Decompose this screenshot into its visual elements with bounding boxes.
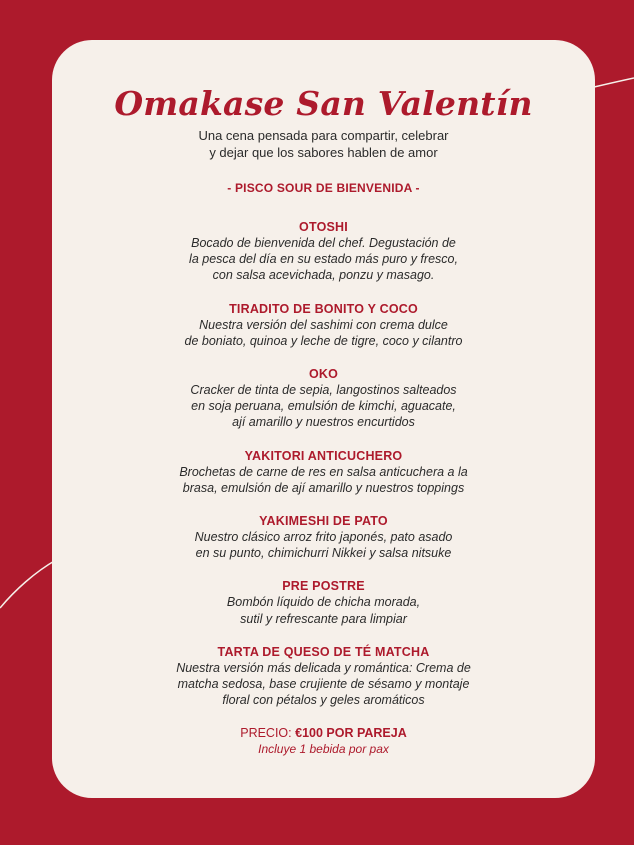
course-desc-line: ají amarillo y nuestros encurtidos [232, 415, 415, 430]
subtitle-line: y dejar que los sabores hablen de amor [209, 145, 438, 160]
subtitle-line: Una cena pensada para compartir, celebrar [198, 128, 449, 143]
course-desc-line: con salsa acevichada, ponzu y masago. [212, 268, 435, 283]
course-desc-line: Bocado de bienvenida del chef. Degustación de [191, 236, 456, 250]
course-desc-line: floral con pétalos y geles aromáticos [222, 693, 425, 708]
course-pre-postre [52, 578, 595, 626]
course-desc-line: Cracker de tinta de sepia, langostinos salteados [190, 383, 457, 398]
menu-title: Omakase San Valentín [114, 84, 533, 123]
course-yakimeshi [52, 513, 595, 561]
course-name: OTOSHI [299, 220, 348, 234]
course-desc-line: Nuestra versión del sashimi con crema dulce [199, 317, 448, 332]
price-label: PRECIO: [240, 726, 292, 741]
course-yakitori [52, 448, 595, 496]
course-desc-line: matcha sedosa, base crujiente de sésamo y montaje [177, 677, 470, 692]
menu-subtitle [52, 127, 595, 161]
course-tiradito [52, 301, 595, 349]
course-name: PRE POSTRE [282, 579, 365, 594]
price-value: €100 POR PAREJA [295, 726, 407, 741]
course-list [52, 219, 595, 708]
course-desc-line: Nuestro clásico arroz frito japonés, pato asado [194, 530, 453, 545]
course-desc-line: de boniato, quinoa y leche de tigre, coco y cilantro [184, 333, 463, 348]
course-name: YAKITORI ANTICUCHERO [244, 448, 403, 463]
price-line [52, 725, 595, 741]
course-desc-line: Nuestra versión más delicada y romántica: Crema de [176, 660, 471, 675]
welcome-drink: - PISCO SOUR DE BIENVENIDA - [227, 181, 420, 195]
course-otoshi [52, 219, 595, 284]
course-desc-line: sutil y refrescante para limpiar [240, 611, 407, 626]
menu-card [52, 40, 595, 798]
course-tarta [52, 644, 595, 709]
course-desc-line: brasa, emulsión de ají amarillo y nuestros toppings [182, 480, 465, 495]
course-desc-line: en soja peruana, emulsión de kimchi, aguacate, [191, 399, 456, 414]
course-desc-line: en su punto, chimichurri Nikkei y salsa nitsuke [195, 546, 452, 561]
course-desc-line: Bombón líquido de chicha morada, [226, 595, 421, 610]
course-desc-line: Brochetas de carne de res en salsa anticuchera a la [179, 464, 468, 479]
course-name: OKO [308, 367, 339, 382]
course-name: TIRADITO DE BONITO Y COCO [229, 301, 418, 316]
course-desc-line: la pesca del día en su estado más puro y fresco, [189, 252, 458, 267]
course-oko [52, 366, 595, 431]
price-note: Incluye 1 bebida por pax [258, 742, 389, 757]
course-name: TARTA DE QUESO DE TÉ MATCHA [217, 644, 430, 659]
course-name: YAKIMESHI DE PATO [259, 514, 388, 529]
